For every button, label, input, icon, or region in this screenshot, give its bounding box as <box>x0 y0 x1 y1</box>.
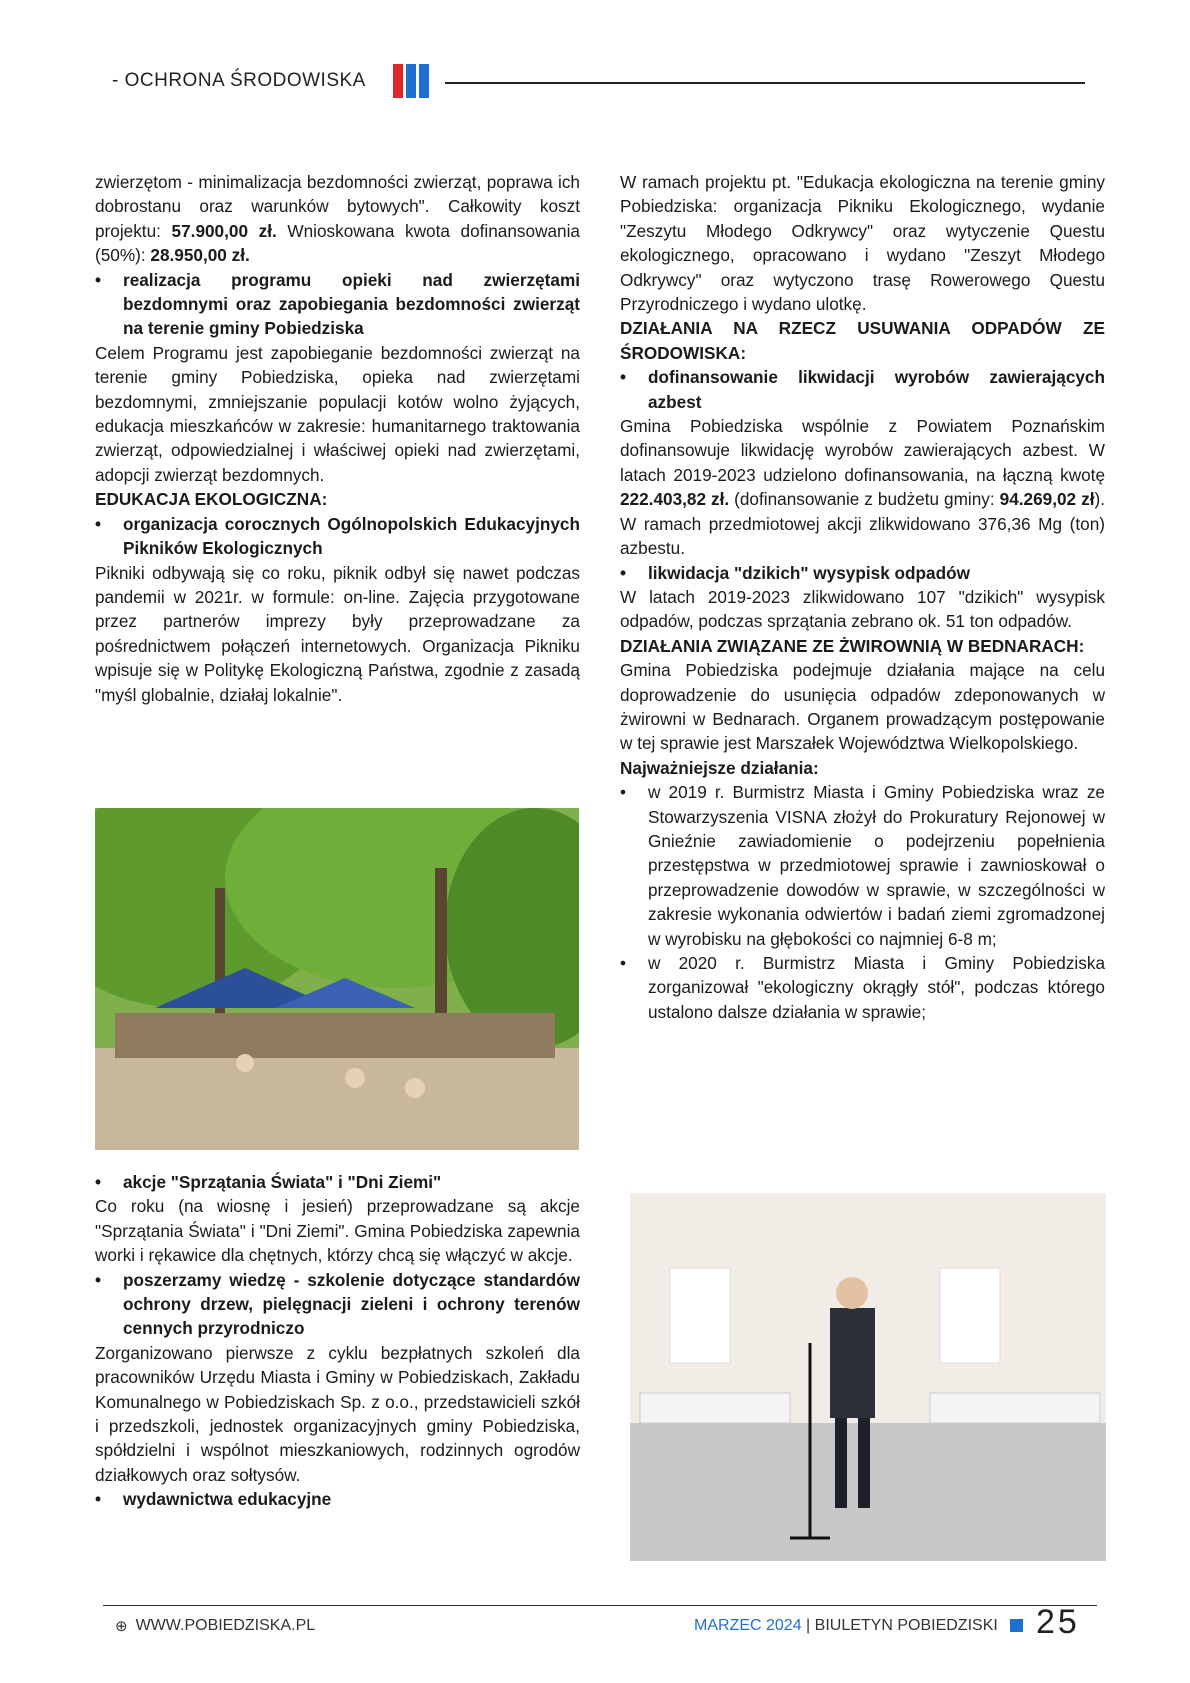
left-column <box>95 170 580 707</box>
paragraph: zwierzętom - minimalizacja bezdomności zwierząt, poprawa ich dobrostanu oraz warunków bytowych". Całkowity koszt projektu: 57.900,00 zł. Wnioskowana kwota dofinansowania (50%): 28.950,00 zł. <box>95 172 580 266</box>
section-heading: DZIAŁANIA NA RZECZ USUWANIA ODPADÓW ZE ŚRODOWISKA: <box>620 318 1105 363</box>
bullet-item: • poszerzamy wiedzę - szkolenie dotyczące standardów ochrony drzew, pielęgnacji zieleni i ochrony terenów cennych przyrodniczo <box>95 1269 580 1339</box>
paragraph: Celem Programu jest zapobieganie bezdomności zwierząt na terenie gminy Pobiedziska, opieka nad zwierzętami bezdomnymi, zmniejszanie populacji kotów wolno żyjących, edukacja mieszkańców w zakresie: humanitarnego traktowania zwierząt, odpowiedzialnej i właściwej opieki nad zwierzętami, adopcji zwierząt bezdomnych. <box>95 342 580 485</box>
bullet-item: • akcje "Sprzątania Świata" i "Dni Ziemi" <box>95 1172 442 1192</box>
flag-red-stripe <box>393 64 403 98</box>
publication-name: BIULETYN POBIEDZISKI <box>814 1617 998 1634</box>
footer-rule <box>103 1605 1097 1606</box>
bullet-item: • w 2019 r. Burmistrz Miasta i Gminy Pobiedziska wraz ze Stowarzyszenia VISNA złożył do Prokuratury Rejonowej w Gnieźnie zawiadomienie o podejrzeniu popełnienia przestępstwa w przedmiotowej sprawie i zawnioskował o przeprowadzenie dowodów w sprawie, w szczególności w zakresie wykonania odwiertów i badań ziemi zgromadzonej w wyrobisku na głębokości co najmniej 6-8 m; <box>620 782 1105 949</box>
header-rule <box>445 82 1085 84</box>
paragraph: W ramach projektu pt. "Edukacja ekologiczna na terenie gminy Pobiedziska: organizacja Pikniku Ekologicznego, wydanie "Zeszytu Młodego Odkrywcy" oraz wytyczenie Questu ekologicznego, opracowano i wydano "Zeszyt Młodego Odkrywcy" oraz wytyczono trasę Rowerowego Questu Przyrodniczego i wydano ulotkę. <box>620 172 1105 315</box>
footer-website[interactable] <box>115 1617 315 1635</box>
website-link[interactable]: WWW.POBIEDZISKA.PL <box>135 1617 316 1634</box>
left-column-lower <box>95 1170 580 1512</box>
paragraph: Pikniki odbywają się co roku, piknik odbył się nawet podczas pandemii w 2021r. w formule: on-line. Zajęcia przygotowane przez partnerów imprezy były przeprowadzane za pośrednictwem połączeń internetowych. Organizacja Pikniku wpisuje się w Politykę Ekologiczną Państwa, zgodnie z zasadą "myśl globalnie, działaj lokalnie". <box>95 562 580 705</box>
paragraph: Co roku (na wiosnę i jesień) przeprowadzane są akcje "Sprzątania Świata" i "Dni Ziemi". Gmina Pobiedziska zapewnia worki i rękawice dla chętnych, którzy chcą się włączyć w akcje. <box>95 1196 580 1266</box>
paragraph: W latach 2019-2023 zlikwidowano 107 "dzikich" wysypisk odpadów, podczas sprzątania zebrano ok. 51 ton odpadów. <box>620 586 1105 632</box>
section-heading: DZIAŁANIA ZWIĄZANE ZE ŻWIROWNIĄ W BEDNARACH: <box>620 635 1085 656</box>
footer-publication <box>694 1617 998 1635</box>
bullet-item: • dofinansowanie likwidacji wyrobów zawierających azbest <box>620 367 1105 412</box>
page-number: 25 <box>1036 1603 1080 1641</box>
paragraph: Gmina Pobiedziska wspólnie z Powiatem Poznańskim dofinansowuje likwidację wyrobów zawierających azbest. W latach 2019-2023 udzielono dofinansowania, na łączną kwotę 222.403,82 zł. (dofinansowanie z budżetu gminy: 94.269,02 zł). W ramach przedmiotowej akcji zlikwidowano 376,36 Mg (ton) azbestu. <box>620 416 1105 559</box>
globe-icon: ⊕ <box>115 1618 128 1635</box>
bullet-item: • w 2020 r. Burmistrz Miasta i Gminy Pobiedziska zorganizował "ekologiczny okrągły stół", podczas którego ustalono dalsze działania w sprawie; <box>620 953 1105 1022</box>
flag-blue-stripe <box>406 64 416 98</box>
right-column <box>620 170 1105 1024</box>
subheading: Najważniejsze działania: <box>620 757 819 778</box>
section-header: - OCHRONA ŚRODOWISKA <box>112 70 366 91</box>
flag-blue-stripe <box>419 64 429 98</box>
bullet-item: • realizacja programu opieki nad zwierzętami bezdomnymi oraz zapobiegania bezdomności zwierząt na terenie gminy Pobiedziska <box>95 269 580 339</box>
meeting-photo-illustration <box>630 1193 1106 1561</box>
bullet-item: • likwidacja "dzikich" wysypisk odpadów <box>620 562 970 583</box>
picnic-photo <box>95 808 579 1150</box>
paragraph: Zorganizowano pierwsze z cyklu bezpłatnych szkoleń dla pracowników Urzędu Miasta i Gminy w Pobiedziskach, Zakładu Komunalnego w Pobiedziskach Sp. z o.o., przedstawicieli szkół i przedszkoli, jednostek organizacyjnych gminy Pobiedziska, spółdzielni i wspólnot mieszkaniowych, rodzinnych ogrodów działkowych oraz sołtysów. <box>95 1342 580 1485</box>
picnic-photo-illustration <box>95 808 579 1150</box>
bullet-item: • organizacja corocznych Ogólnopolskich Edukacyjnych Pikników Ekologicznych <box>95 513 580 559</box>
bullet-item: • wydawnictwa edukacyjne <box>95 1489 332 1510</box>
paragraph: Gmina Pobiedziska podejmuje działania mające na celu doprowadzenie do usunięcia odpadów zdeponowanych w żwirowni w Bednarach. Organem prowadzącym postępowanie w tej sprawie jest Marszałek Województwa Wielkopolskiego. <box>620 660 1105 754</box>
section-heading: EDUKACJA EKOLOGICZNA: <box>95 489 328 510</box>
footer-square-marker <box>1010 1619 1023 1632</box>
meeting-photo <box>630 1193 1106 1561</box>
footer-separator: | <box>806 1617 811 1634</box>
issue-date: MARZEC 2024 <box>694 1617 802 1634</box>
